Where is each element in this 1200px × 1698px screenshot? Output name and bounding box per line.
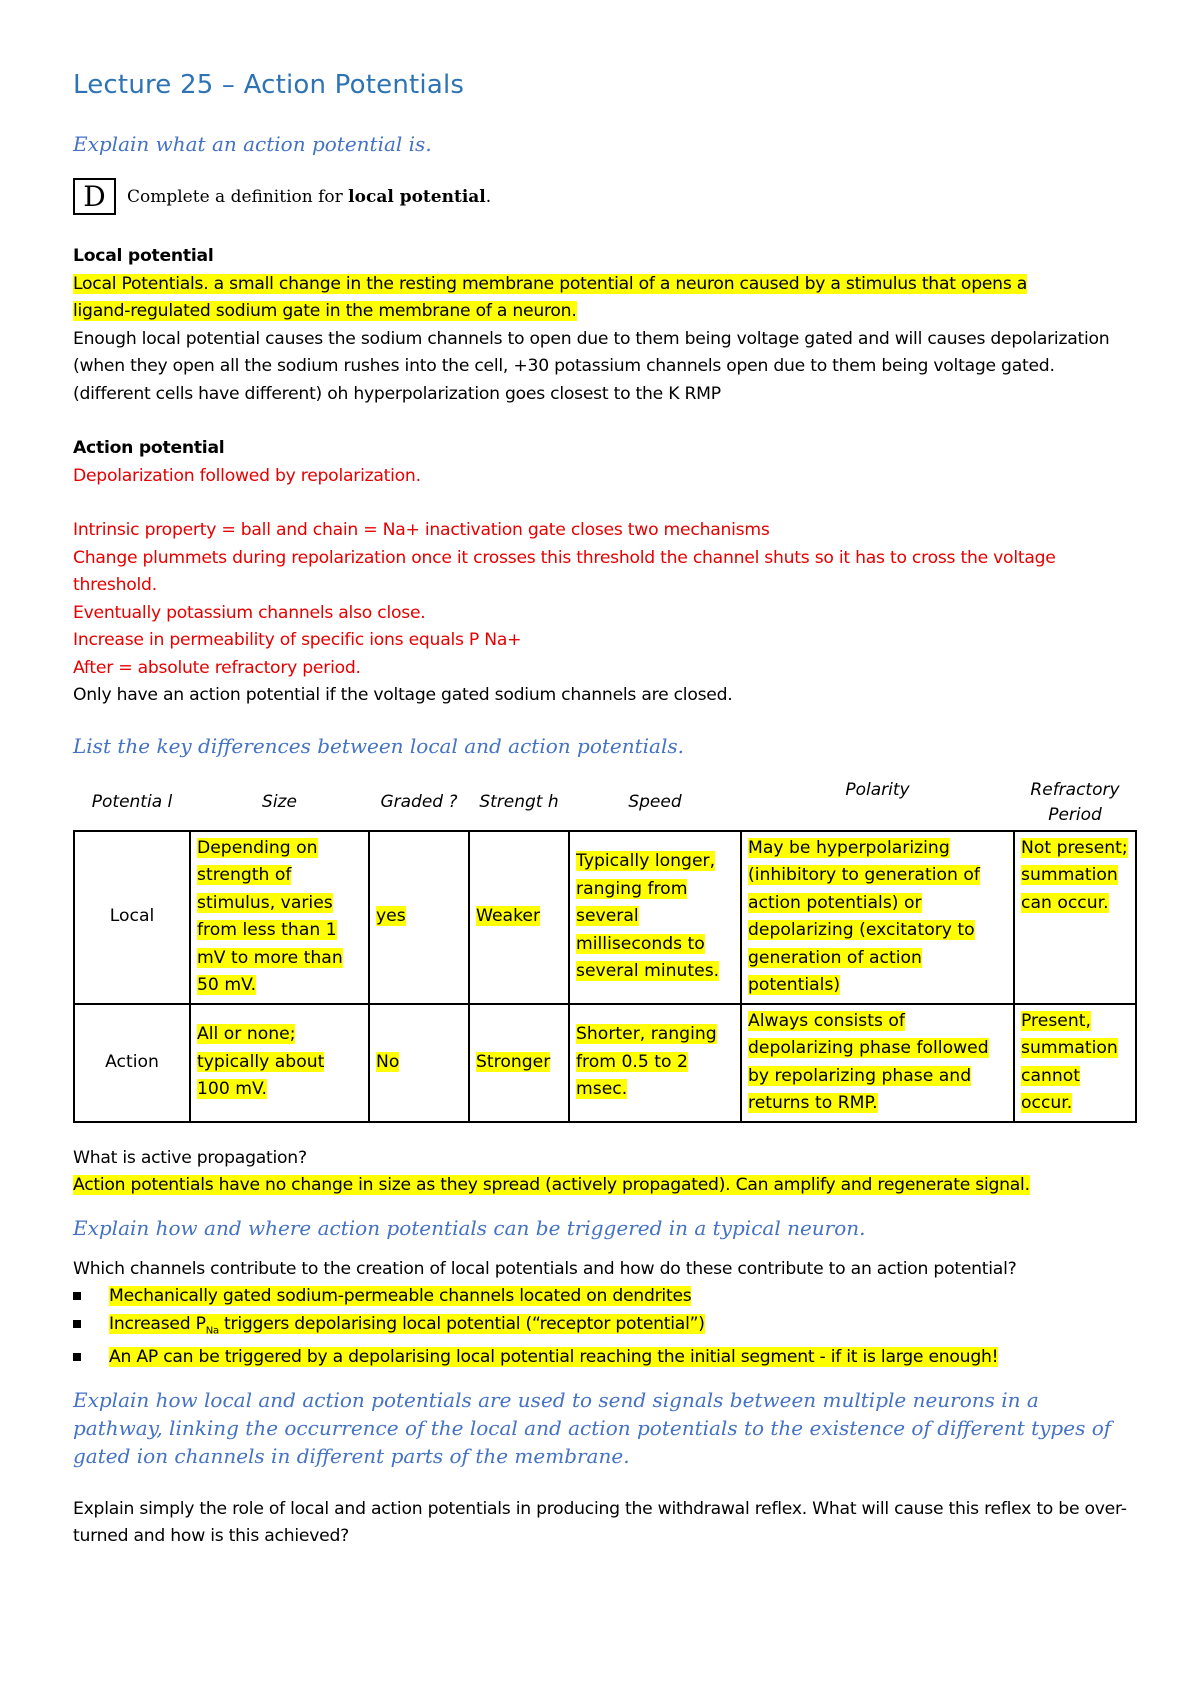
spacer: [73, 490, 1128, 517]
column-header: Size: [262, 792, 297, 812]
local-potential-notes: Enough local potential causes the sodium channels to open due to them being voltage gated and will causes depolarization (when they open all the sodium rushes into the cell, +30 potassium channels open due to them being voltage gated. (different cells have different) oh hyperpolarization goes closest to the K RMP: [73, 328, 1110, 404]
local-potential-heading: Local potential: [73, 246, 214, 266]
definition-box-icon: D: [73, 178, 116, 215]
action-note-2: Intrinsic property = ball and chain = Na+ inactivation gate closes two mechanisms: [73, 520, 770, 540]
column-header: Graded ?: [380, 792, 458, 812]
bullet-text: An AP can be triggered by a depolarising local potential reaching the initial segment - if it is large enough!: [109, 1347, 999, 1368]
column-header: Strengt h: [479, 792, 559, 812]
definition-term: local potential: [348, 186, 486, 207]
active-propagation-answer: [73, 1172, 1128, 1200]
cell-polarity: May be hyperpolarizing (inhibitory to generation of action potentials) or depolarizing (excitatory to generation of action potentials): [748, 837, 980, 995]
channel-bullet-list: [73, 1283, 1128, 1372]
table-header-row: [74, 778, 1136, 831]
bullet-icon: [73, 1320, 81, 1328]
spacer: [73, 408, 1128, 435]
withdrawal-reflex-question: Explain simply the role of local and action potentials in producing the withdrawal reflex. What will cause this reflex to be over-turned and how is this achieved?: [73, 1498, 1127, 1547]
list-item: [73, 1344, 1128, 1372]
cell-refractory: Present, summation cannot occur.: [1021, 1010, 1118, 1113]
cell-speed: Shorter, ranging from 0.5 to 2 msec.: [576, 1024, 717, 1100]
row-label: Action: [74, 1004, 190, 1122]
action-note-4: Eventually potassium channels also close.: [73, 602, 426, 623]
active-propagation-question: What is active propagation?: [73, 1147, 307, 1168]
column-header: Speed: [628, 792, 682, 812]
action-potential-heading: Action potential: [73, 438, 225, 458]
cell-refractory: Not present; summation can occur.: [1021, 837, 1128, 913]
cell-polarity: Always consists of depolarizing phase followed by repolarizing phase and returns to RMP.: [748, 1010, 989, 1113]
action-note-6: After = absolute refractory period.: [73, 657, 361, 678]
column-header: Potentia l: [91, 792, 173, 812]
local-potential-definition: [73, 271, 1128, 326]
question-heading-2: List the key differences between local and action potentials.: [73, 733, 684, 758]
local-definition-line-1: Local Potentials. a small change in the resting membrane potential of a neuron caused by a stimulus that opens a: [73, 273, 1028, 294]
local-definition-line-2: ligand-regulated sodium gate in the membrane of a neuron.: [73, 301, 577, 321]
question-heading-1: Explain what an action potential is.: [73, 132, 432, 156]
cell-graded: No: [376, 1051, 400, 1072]
cell-size: Depending on strength of stimulus, varies from less than 1 mV to more than 50 mV.: [197, 837, 343, 995]
action-note-1: Depolarization followed by repolarization.: [73, 465, 421, 486]
action-note-5: Increase in permeability of specific ions equals P Na+: [73, 630, 522, 650]
column-header: Refractory Period: [1030, 779, 1120, 825]
list-item: [73, 1283, 1128, 1311]
row-label: Local: [74, 831, 190, 1004]
bullet-text-part: triggers depolarising local potential (“receptor potential”): [218, 1313, 705, 1334]
column-header: Polarity: [845, 779, 910, 800]
definition-task: [73, 178, 1128, 215]
active-propagation-answer-text: Action potentials have no change in size as they spread (actively propagated). Can amplify and regenerate signal.: [73, 1175, 1030, 1195]
definition-prefix: Complete a definition for: [127, 186, 349, 207]
definition-instruction: [127, 187, 491, 207]
cell-speed: Typically longer, ranging from several milliseconds to several minutes.: [576, 851, 720, 982]
table-row: [74, 831, 1136, 1004]
subscript-na: Na: [205, 1324, 219, 1336]
channels-question: Which channels contribute to the creation of local potentials and how do these contribute to an action potential?: [73, 1258, 1017, 1279]
cell-graded: yes: [376, 906, 406, 927]
list-item: [73, 1311, 1128, 1345]
bullet-text: [109, 1314, 705, 1334]
cell-strength: Weaker: [476, 906, 541, 927]
comparison-table: [73, 778, 1137, 1123]
bullet-text: Mechanically gated sodium-permeable channels located on dendrites: [109, 1286, 692, 1306]
cell-strength: Stronger: [476, 1051, 551, 1072]
bullet-text-part: Increased P: [109, 1313, 206, 1334]
bullet-icon: [73, 1292, 81, 1300]
action-note-7: Only have an action potential if the voltage gated sodium channels are closed.: [73, 685, 733, 705]
definition-suffix: .: [485, 186, 492, 207]
table-row: [74, 1004, 1136, 1122]
cell-size: All or none; typically about 100 mV.: [197, 1024, 325, 1100]
question-heading-4: Explain how local and action potentials are used to send signals between multiple neurons in a pathway, linking the occurrence of the local and action potentials to the existence of different types of gated ion channels in different parts of the membrane.: [73, 1387, 1112, 1468]
question-heading-3: Explain how and where action potentials can be triggered in a typical neuron.: [73, 1215, 866, 1240]
page-title: Lecture 25 – Action Potentials: [73, 70, 465, 100]
action-note-3: Change plummets during repolarization once it crosses this threshold the channel shuts so it has to cross the voltage threshold.: [73, 547, 1056, 595]
bullet-icon: [73, 1353, 81, 1361]
